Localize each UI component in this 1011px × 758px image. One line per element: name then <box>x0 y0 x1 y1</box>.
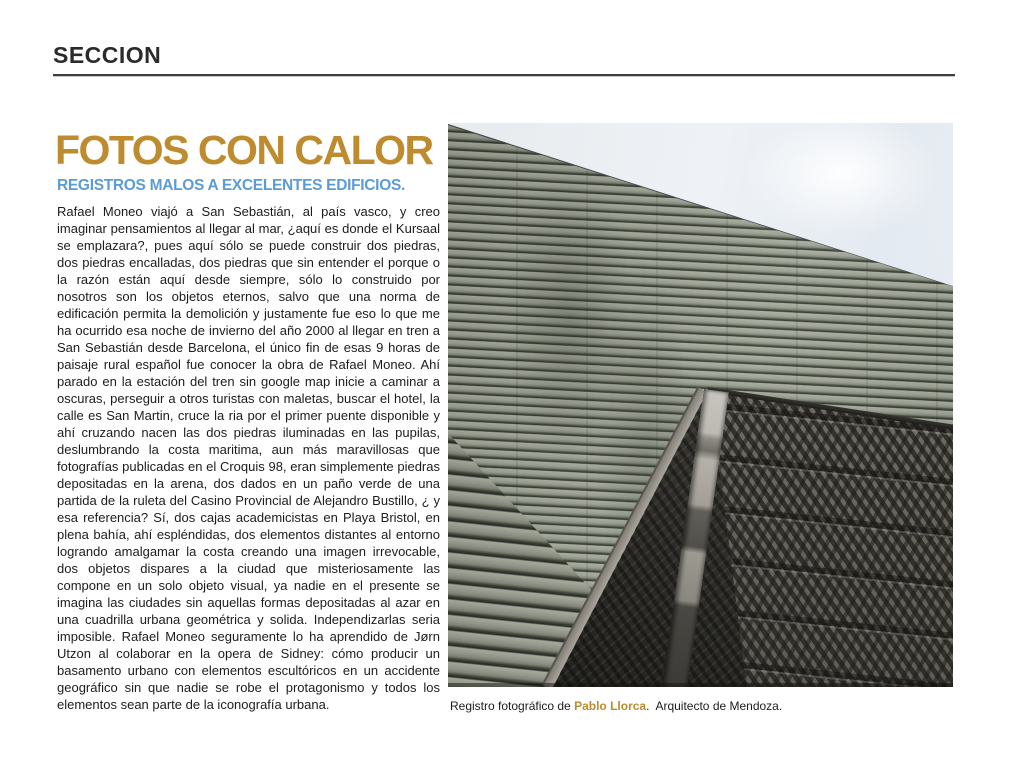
header-rule <box>53 74 955 77</box>
article-subtitle: REGISTROS MALOS A EXCELENTES EDIFICIOS. <box>57 177 405 194</box>
caption-suffix: . Arquitecto de Mendoza. <box>646 699 783 713</box>
article-body: Rafael Moneo viajó a San Sebastián, al país vasco, y creo imaginar pensamientos al llegar al mar, ¿aquí es donde el Kursaal se emplazara?, pues aquí sólo se puede construir dos piedras, dos piedras encalladas, dos piedras que sin entender el porque o la razón están aquí desde siempre, sólo lo construido por nosotros son los objetos eternos, salvo que una norma de edificación permita la demolición y justamente fue eso lo que me ha ocurrido esa noche de invierno del año 2000 al llegar en tren a San Sebastián desde Barcelona, el único fin de esas 9 horas de paisaje rural español fue conocer la obra de Rafael Moneo. Ahí parado en la estación del tren sin google map inicie a caminar a oscuras, perseguir a otros turistas con maletas, buscar el hotel, la calle es San Martin, cruce la ria por el primer puente disponible y ahí cruzando nacen las dos piedras iluminadas en las pupilas, deslumbrando la costa maritima, aun más maravillosas que fotografías publicadas en el Croquis 98, eran simplemente piedras depositadas en la arena, dos dados en un paño verde de una partida de la ruleta del Casino Provincial de Alejandro Bustillo, ¿ y esa referencia? Sí, dos cajas academicistas en Playa Bristol, en plena bahía, ahí espléndidas, dos elementos distantes al entorno logrando amalgamar la costa creando una imagen irrevocable, dos objetos dispares a la ciudad que misteriosamente las compone en un solo objeto visual, ya nadie en el presente se imagina las ciudades sin aquellas formas depositadas al azar en una cuadrilla urbana geométrica y solida. Independizarlas seria imposible. Rafael Moneo seguramente lo ha aprendido de Jørn Utzon al colaborar en la opera de Sidney: cómo producir un basamento urbano con elementos escultóricos en un accidente geográfico sin que nadie se robe el protagonismo y todos los elementos sean parte de la iconografía urbana. <box>57 204 440 712</box>
article-title: FOTOS CON CALOR <box>55 127 433 173</box>
caption-prefix: Registro fotográfico de <box>450 699 575 713</box>
caption-author: Pablo Llorca <box>574 699 647 713</box>
photo-caption <box>450 699 782 713</box>
photo-bottom-shadow <box>448 683 953 687</box>
architecture-photo <box>448 123 953 687</box>
section-header-label: SECCION <box>53 42 162 68</box>
